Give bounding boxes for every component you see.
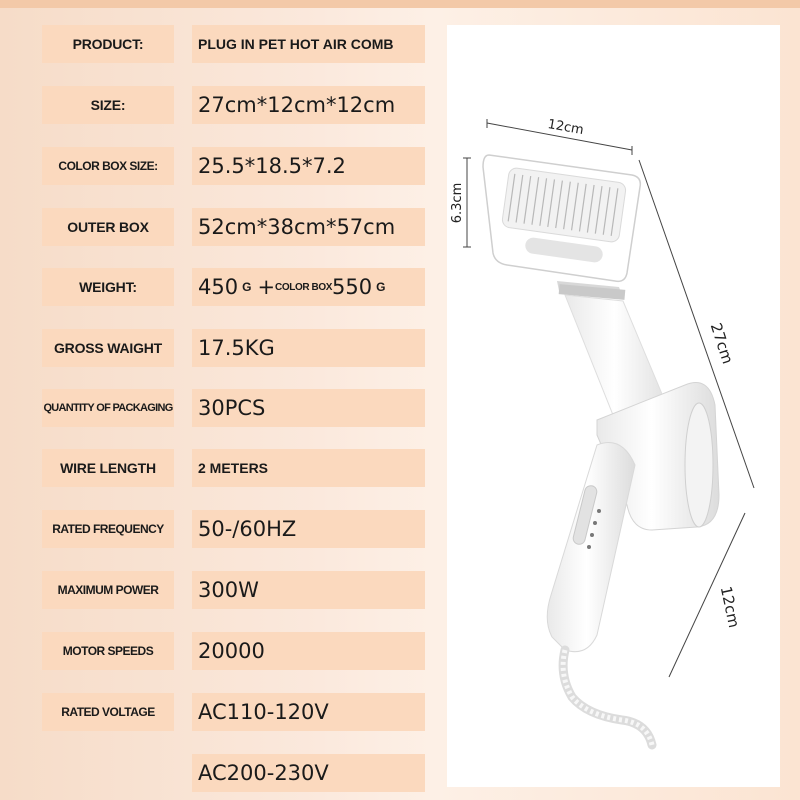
spec-label-rated-voltage: RATED VOLTAGE: [42, 693, 174, 731]
weight-net: 450: [198, 275, 239, 299]
spec-value-wire-length: 2 METERS: [192, 449, 425, 487]
comb-head: [483, 155, 640, 281]
spec-label-weight: WEIGHT:: [42, 268, 174, 306]
spec-value-rated-voltage: AC110-120V: [192, 693, 425, 731]
spec-label-quantity: QUANTITY OF PACKAGING: [42, 389, 174, 427]
spec-value-quantity: 30PCS: [192, 389, 425, 427]
weight-gross-unit: G: [376, 280, 386, 294]
spec-label-gross-weight: GROSS WAIGHT: [42, 329, 174, 367]
dim-base: 12cm: [716, 584, 744, 630]
product-photo-panel: [447, 25, 780, 787]
spec-label-product: PRODUCT:: [42, 25, 174, 63]
top-band: [0, 0, 800, 8]
weight-gross: 550: [332, 275, 373, 299]
spec-label-outer-box: OUTER BOX: [42, 208, 174, 246]
spec-value-rated-frequency: 50-/60HZ: [192, 510, 425, 548]
spec-value-color-box-size: 25.5*18.5*7.2: [192, 147, 425, 185]
spec-label-maximum-power: MAXIMUM POWER: [42, 571, 174, 609]
spec-value-gross-weight: 17.5KG: [192, 329, 425, 367]
dim-head-height: 6.3cm: [450, 182, 465, 224]
power-cord: [563, 650, 652, 745]
weight-plus: +: [257, 275, 276, 299]
spec-value-weight: [192, 268, 425, 306]
spec-value-maximum-power: 300W: [192, 571, 425, 609]
dryer-body: [547, 281, 719, 652]
weight-color-box-note: COLOR BOX: [275, 281, 333, 293]
spec-label-wire-length: WIRE LENGTH: [42, 449, 174, 487]
spec-label-size: SIZE:: [42, 86, 174, 124]
spec-value-product: PLUG IN PET HOT AIR COMB: [192, 25, 425, 63]
spec-label-color-box-size: COLOR BOX SIZE:: [42, 147, 174, 185]
dim-length: 27cm: [706, 320, 737, 367]
spec-value-rated-voltage-alt: AC200-230V: [192, 754, 425, 792]
pet-air-comb-illustration: [447, 25, 780, 787]
dim-width: 12cm: [546, 117, 585, 139]
weight-net-unit: G: [242, 280, 252, 294]
spec-label-rated-frequency: RATED FREQUENCY: [42, 510, 174, 548]
spec-value-size: 27cm*12cm*12cm: [192, 86, 425, 124]
spec-value-motor-speeds: 20000: [192, 632, 425, 670]
spec-label-motor-speeds: MOTOR SPEEDS: [42, 632, 174, 670]
spec-value-outer-box: 52cm*38cm*57cm: [192, 208, 425, 246]
